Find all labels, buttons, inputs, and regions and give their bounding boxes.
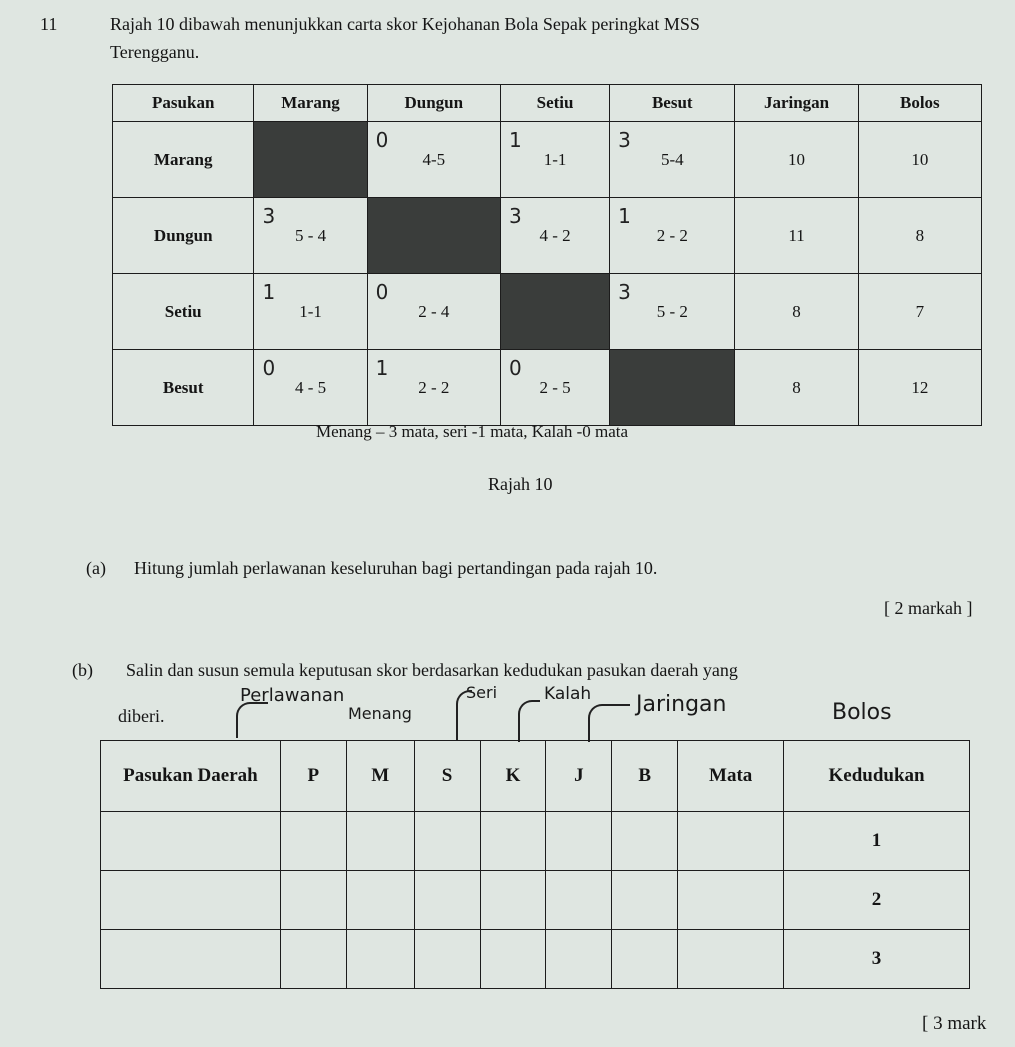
header-b: B xyxy=(612,741,678,812)
answer-cell[interactable] xyxy=(414,930,480,989)
answer-cell[interactable] xyxy=(678,871,784,930)
self-match-cell xyxy=(501,274,610,350)
score-cell xyxy=(501,350,610,426)
question-intro-line1: Rajah 10 dibawah menunjukkan carta skor Kejohanan Bola Sepak peringkat MSS xyxy=(110,14,700,34)
header-k: K xyxy=(480,741,546,812)
answer-cell[interactable] xyxy=(101,930,281,989)
points-mark: 3 xyxy=(262,204,276,228)
answer-cell[interactable] xyxy=(280,871,346,930)
header-besut: Besut xyxy=(610,85,735,122)
points-mark: 0 xyxy=(262,356,276,380)
handwritten-menang: Menang xyxy=(348,704,412,723)
answer-cell[interactable] xyxy=(678,930,784,989)
jaringan-value: 8 xyxy=(735,274,858,350)
score-value: 5 - 2 xyxy=(656,301,688,321)
answer-cell[interactable] xyxy=(612,871,678,930)
table-row xyxy=(113,274,982,350)
points-mark: 1 xyxy=(262,280,276,304)
header-m: M xyxy=(346,741,414,812)
score-cell xyxy=(367,122,500,198)
score-cell xyxy=(610,122,735,198)
part-a-label: (a) xyxy=(86,558,106,578)
header-dungun: Dungun xyxy=(367,85,500,122)
points-mark: 1 xyxy=(618,204,631,228)
points-mark: 0 xyxy=(375,280,389,304)
handwritten-perlawanan: Perlawanan xyxy=(240,685,345,706)
score-cell xyxy=(367,350,500,426)
answer-cell[interactable] xyxy=(546,871,612,930)
position-number: 3 xyxy=(784,930,970,989)
figure-caption: Rajah 10 xyxy=(488,474,553,494)
table-row xyxy=(101,930,970,989)
points-mark: 3 xyxy=(618,128,631,152)
header-bolos: Bolos xyxy=(858,85,981,122)
row-team: Marang xyxy=(113,122,254,198)
jaringan-value: 10 xyxy=(735,122,858,198)
row-team: Dungun xyxy=(113,198,254,274)
answer-cell[interactable] xyxy=(414,812,480,871)
bolos-value: 12 xyxy=(858,350,981,426)
position-number: 1 xyxy=(784,812,970,871)
score-value: 2 - 2 xyxy=(418,377,450,397)
bolos-value: 8 xyxy=(858,198,981,274)
table-row xyxy=(113,350,982,426)
handwritten-arrow xyxy=(236,702,268,738)
table-row xyxy=(101,812,970,871)
score-cell xyxy=(501,122,610,198)
part-b-text-line1: Salin dan susun semula keputusan skor berdasarkan kedudukan pasukan daerah yang xyxy=(126,660,738,680)
handwritten-bolos: Bolos xyxy=(832,700,892,725)
handwritten-kalah: Kalah xyxy=(544,684,592,704)
answer-cell[interactable] xyxy=(612,930,678,989)
question-number: 11 xyxy=(40,14,58,34)
handwritten-arrow xyxy=(456,690,472,740)
answer-cell[interactable] xyxy=(612,812,678,871)
score-table xyxy=(112,84,982,426)
part-b-label: (b) xyxy=(72,660,93,680)
answer-cell[interactable] xyxy=(480,930,546,989)
handwritten-arrow xyxy=(588,704,630,742)
answer-cell[interactable] xyxy=(346,871,414,930)
position-table-header xyxy=(101,741,970,812)
score-cell xyxy=(254,198,367,274)
answer-cell[interactable] xyxy=(280,930,346,989)
part-a-marks: [ 2 markah ] xyxy=(884,598,973,618)
handwritten-seri: Seri xyxy=(466,683,498,702)
answer-cell[interactable] xyxy=(546,812,612,871)
answer-cell[interactable] xyxy=(546,930,612,989)
handwritten-jaringan: Jaringan xyxy=(636,692,727,717)
jaringan-value: 8 xyxy=(735,350,858,426)
score-cell xyxy=(367,274,500,350)
question-intro-line2: Terengganu. xyxy=(110,42,200,62)
score-value: 4 - 5 xyxy=(294,377,327,397)
header-kedudukan: Kedudukan xyxy=(784,741,970,812)
header-marang: Marang xyxy=(254,85,367,122)
self-match-cell xyxy=(367,198,500,274)
points-mark: 3 xyxy=(618,280,631,304)
score-table-header xyxy=(113,85,982,122)
header-jaringan: Jaringan xyxy=(735,85,858,122)
part-b-text-line2: diberi. xyxy=(118,706,165,726)
score-value: 1-1 xyxy=(299,301,322,321)
handwritten-arrow xyxy=(518,700,540,742)
part-a-text: Hitung jumlah perlawanan keseluruhan bagi pertandingan pada rajah 10. xyxy=(134,558,658,578)
score-cell xyxy=(254,274,367,350)
bolos-value: 10 xyxy=(858,122,981,198)
score-value: 1-1 xyxy=(543,149,567,169)
answer-cell[interactable] xyxy=(480,812,546,871)
header-pasukan-daerah: Pasukan Daerah xyxy=(101,741,281,812)
answer-cell[interactable] xyxy=(101,812,281,871)
score-value: 2 - 4 xyxy=(418,301,450,321)
score-value: 4 - 2 xyxy=(539,225,571,245)
points-mark: 1 xyxy=(509,128,522,152)
row-team: Setiu xyxy=(113,274,254,350)
score-value: 2 - 5 xyxy=(539,377,571,397)
score-cell xyxy=(254,350,367,426)
bolos-value: 7 xyxy=(858,274,981,350)
header-s: S xyxy=(414,741,480,812)
jaringan-value: 11 xyxy=(735,198,858,274)
answer-cell[interactable] xyxy=(678,812,784,871)
score-value: 5 - 4 xyxy=(294,225,327,245)
answer-cell[interactable] xyxy=(414,871,480,930)
answer-cell[interactable] xyxy=(280,812,346,871)
position-number: 2 xyxy=(784,871,970,930)
score-value: 5-4 xyxy=(660,149,684,169)
header-mata: Mata xyxy=(678,741,784,812)
score-cell xyxy=(610,274,735,350)
self-match-cell xyxy=(610,350,735,426)
table-row xyxy=(113,198,982,274)
points-mark: 1 xyxy=(375,356,389,380)
score-value: 4-5 xyxy=(422,149,446,169)
points-mark: 0 xyxy=(509,356,522,380)
points-mark: 0 xyxy=(375,128,389,152)
header-pasukan: Pasukan xyxy=(113,85,254,122)
header-j: J xyxy=(546,741,612,812)
table-row xyxy=(113,122,982,198)
points-mark: 3 xyxy=(509,204,522,228)
score-cell xyxy=(610,198,735,274)
answer-cell[interactable] xyxy=(480,871,546,930)
header-p: P xyxy=(280,741,346,812)
part-b-marks: [ 3 mark xyxy=(922,1013,987,1034)
table-row xyxy=(101,871,970,930)
score-value: 2 - 2 xyxy=(656,225,688,245)
answer-cell[interactable] xyxy=(346,812,414,871)
header-setiu: Setiu xyxy=(501,85,610,122)
answer-cell[interactable] xyxy=(101,871,281,930)
position-table xyxy=(100,740,970,989)
self-match-cell xyxy=(254,122,367,198)
score-cell xyxy=(501,198,610,274)
row-team: Besut xyxy=(113,350,254,426)
answer-cell[interactable] xyxy=(346,930,414,989)
scoring-footnote: Menang – 3 mata, seri -1 mata, Kalah -0 mata xyxy=(316,422,629,441)
